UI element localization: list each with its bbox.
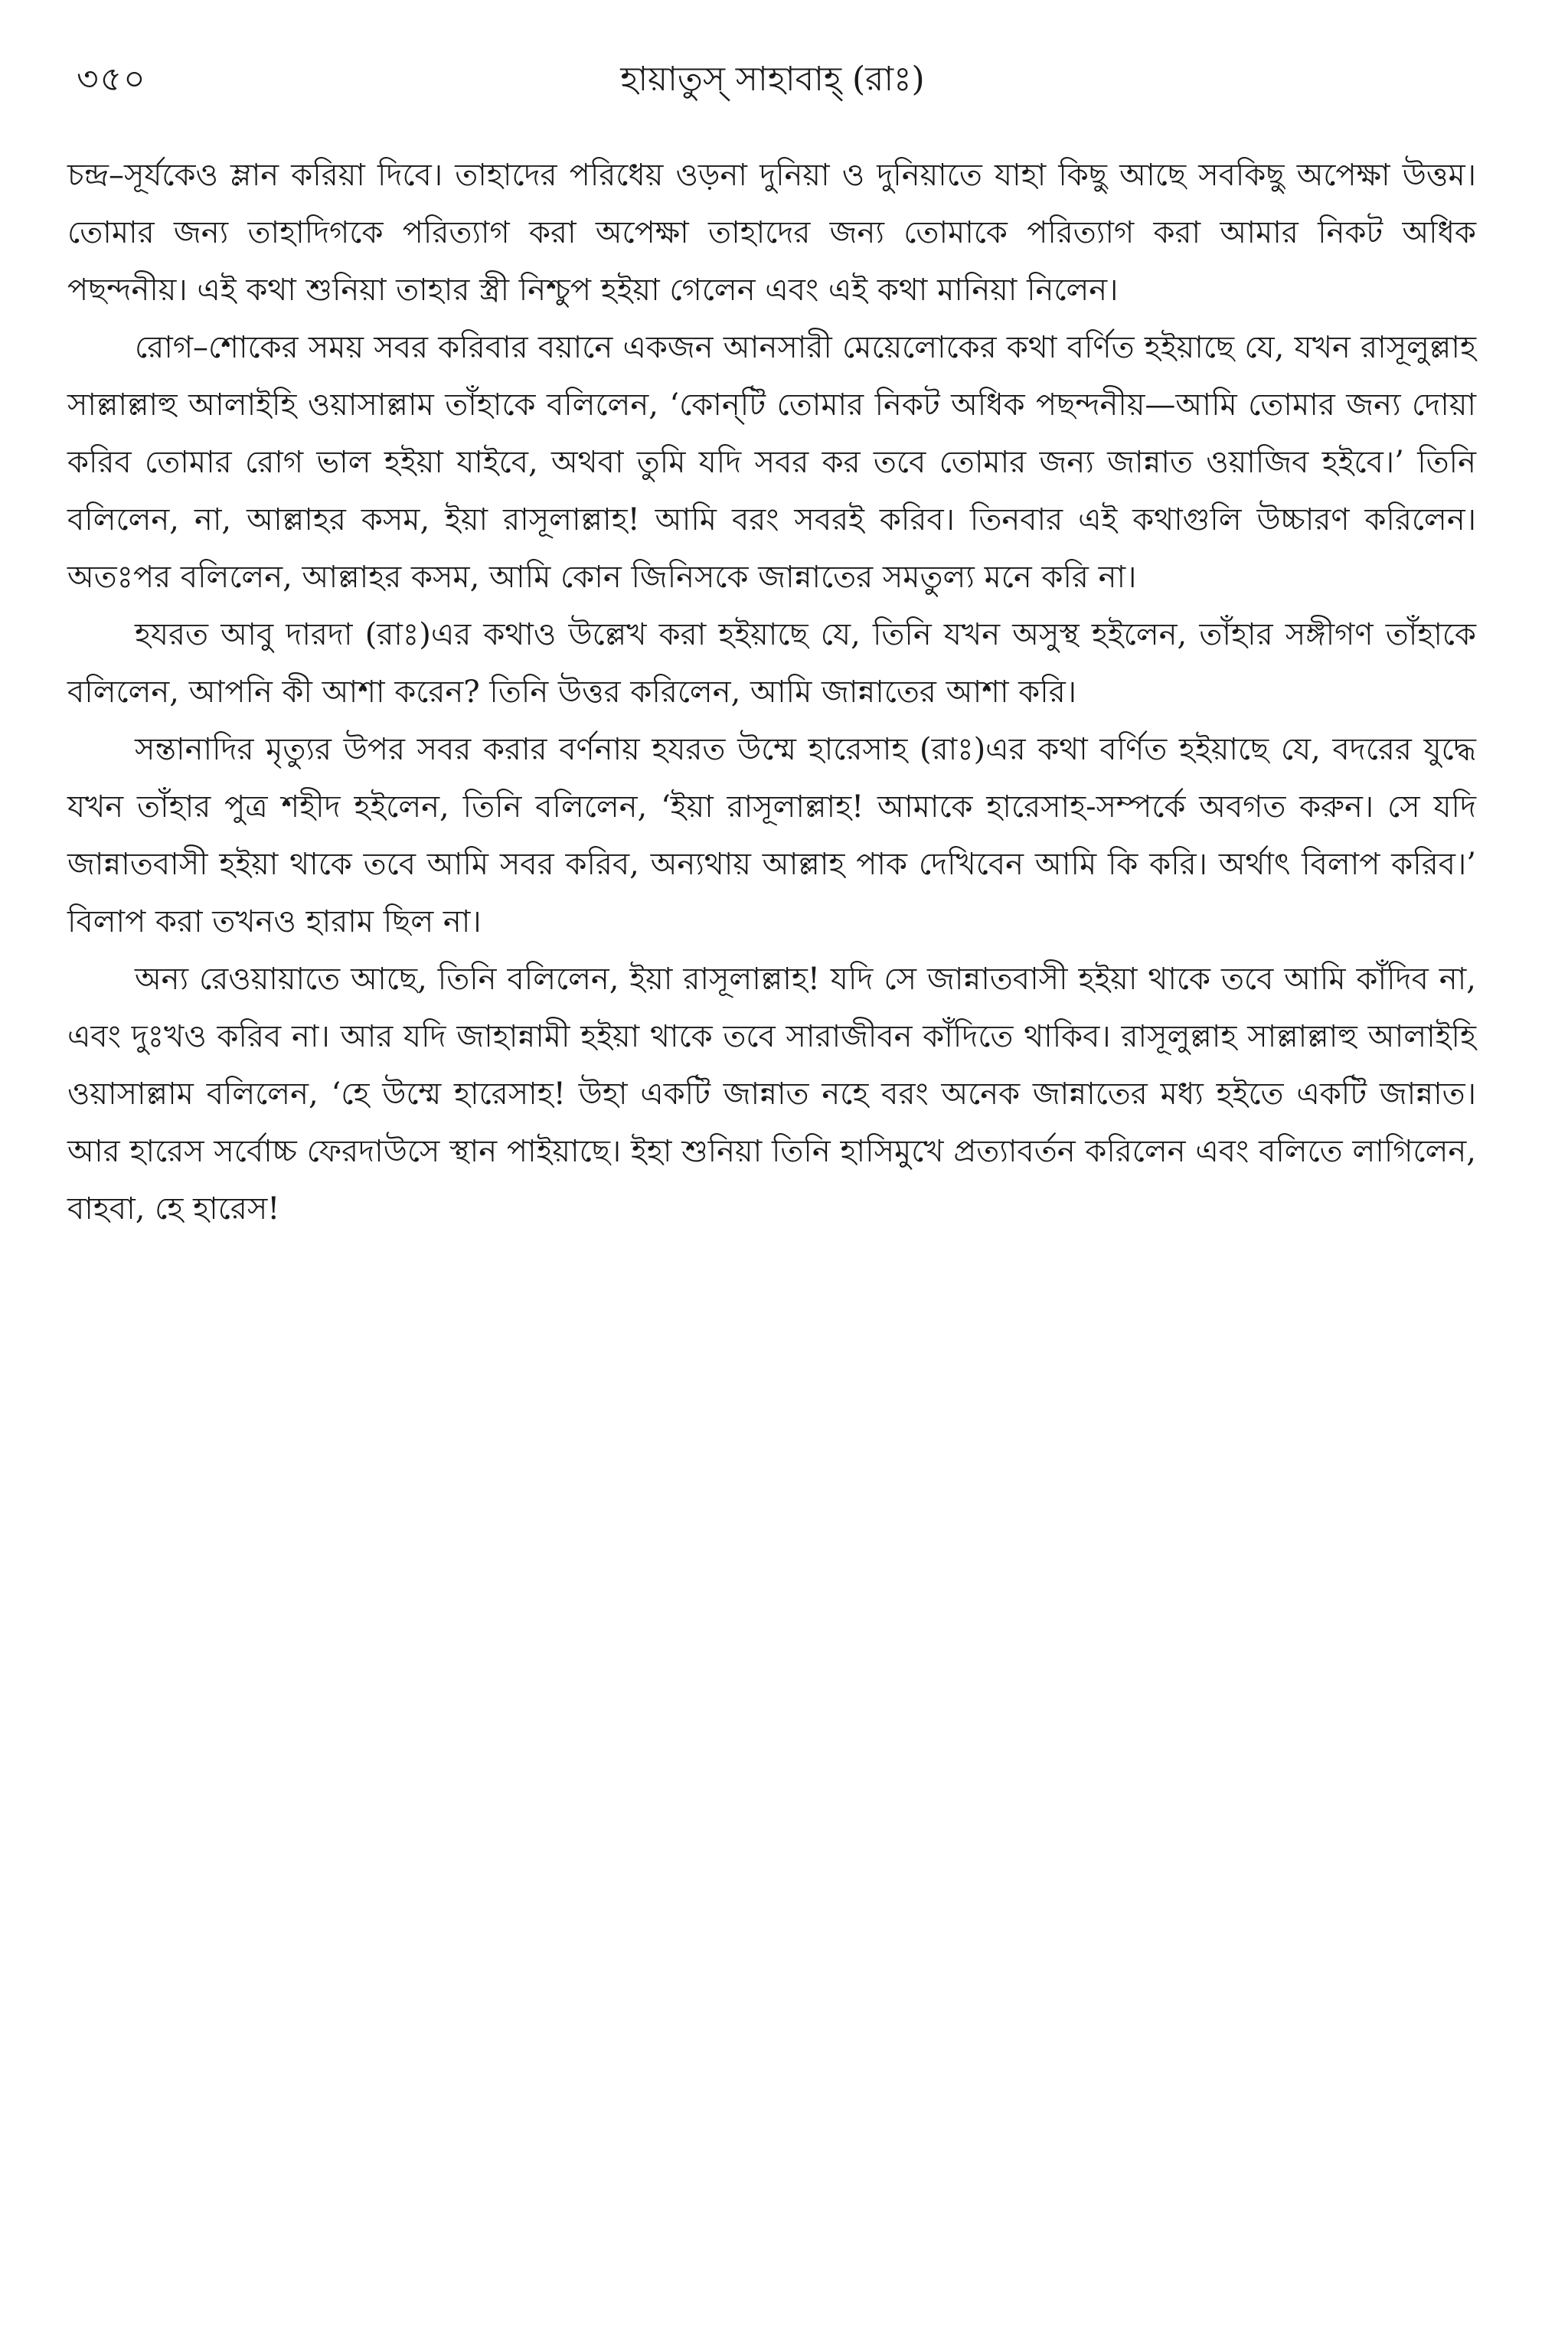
- running-title: হায়াতুস্‌ সাহাবাহ্‌ (রাঃ): [620, 60, 925, 99]
- paragraph-continuation: চন্দ্র–সূর্যকেও ম্লান করিয়া দিবে। তাহাদের পরিধেয় ওড়না দুনিয়া ও দুনিয়াতে যাহা কিছু আছে সবকিছু অপেক্ষা উত্তম। তোমার জন্য তাহাদিগকে পরিত্যাগ করা অপেক্ষা তাহাদের জন্য তোমাকে পরিত্যাগ করা আমার নিকট অধিক পছন্দনীয়। এই কথা শুনিয়া তাহার স্ত্রী নিশ্চুপ হইয়া গেলেন এবং এই কথা মানিয়া নিলেন।: [67, 158, 1476, 308]
- page-header: [77, 46, 1468, 115]
- paragraph-umme-haresah: সন্তানাদির মৃত্যুর উপর সবর করার বর্ণনায় হযরত উম্মে হারেসাহ (রাঃ)এর কথা বর্ণিত হইয়াছে যে, বদরের যুদ্ধে যখন তাঁহার পুত্র শহীদ হইলেন, তিনি বলিলেন, ‘ইয়া রাসূলাল্লাহ! আমাকে হারেসাহ-সম্পর্কে অবগত করুন। সে যদি জান্নাতবাসী হইয়া থাকে তবে আমি সবর করিব, অন্যথায় আল্লাহ পাক দেখিবেন আমি কি করি। অর্থাৎ বিলাপ করিব।’ বিলাপ করা তখনও হারাম ছিল না।: [67, 732, 1476, 939]
- paragraph-ansari-woman: রোগ–শোকের সময় সবর করিবার বয়ানে একজন আনসারী মেয়েলোকের কথা বর্ণিত হইয়াছে যে, যখন রাসূলুল্লাহ সাল্লাল্লাহু আলাইহি ওয়াসাল্লাম তাঁহাকে বলিলেন, ‘কোন্‌টি তোমার নিকট অধিক পছন্দনীয়—আমি তোমার জন্য দোয়া করিব তোমার রোগ ভাল হইয়া যাইবে, অথবা তুমি যদি সবর কর তবে তোমার জন্য জান্নাত ওয়াজিব হইবে।’ তিনি বলিলেন, না, আল্লাহর কসম, ইয়া রাসূলাল্লাহ! আমি বরং সবরই করিব। তিনবার এই কথাগুলি উচ্চারণ করিলেন। অতঃপর বলিলেন, আল্লাহর কসম, আমি কোন জিনিসকে জান্নাতের সমতুল্য মনে করি না।: [67, 330, 1476, 595]
- body-text: [67, 147, 1476, 1238]
- page-number: ৩৫০: [77, 60, 147, 99]
- paragraph-other-narration: অন্য রেওয়ায়াতে আছে, তিনি বলিলেন, ইয়া রাসূলাল্লাহ! যদি সে জান্নাতবাসী হইয়া থাকে তবে আমি কাঁদিব না, এবং দুঃখও করিব না। আর যদি জাহান্নামী হইয়া থাকে তবে সারাজীবন কাঁদিতে থাকিব। রাসূলুল্লাহ সাল্লাল্লাহু আলাইহি ওয়াসাল্লাম বলিলেন, ‘হে উম্মে হারেসাহ! উহা একটি জান্নাত নহে বরং অনেক জান্নাতের মধ্য হইতে একটি জান্নাত। আর হারেস সর্বোচ্চ ফেরদাউসে স্থান পাইয়াছে। ইহা শুনিয়া তিনি হাসিমুখে প্রত্যাবর্তন করিলেন এবং বলিতে লাগিলেন, বাহবা, হে হারেস!: [67, 962, 1476, 1227]
- paragraph-abu-darda: হযরত আবু দারদা (রাঃ)এর কথাও উল্লেখ করা হইয়াছে যে, তিনি যখন অসুস্থ হইলেন, তাঁহার সঙ্গীগণ তাঁহাকে বলিলেন, আপনি কী আশা করেন? তিনি উত্তর করিলেন, আমি জান্নাতের আশা করি।: [67, 617, 1476, 710]
